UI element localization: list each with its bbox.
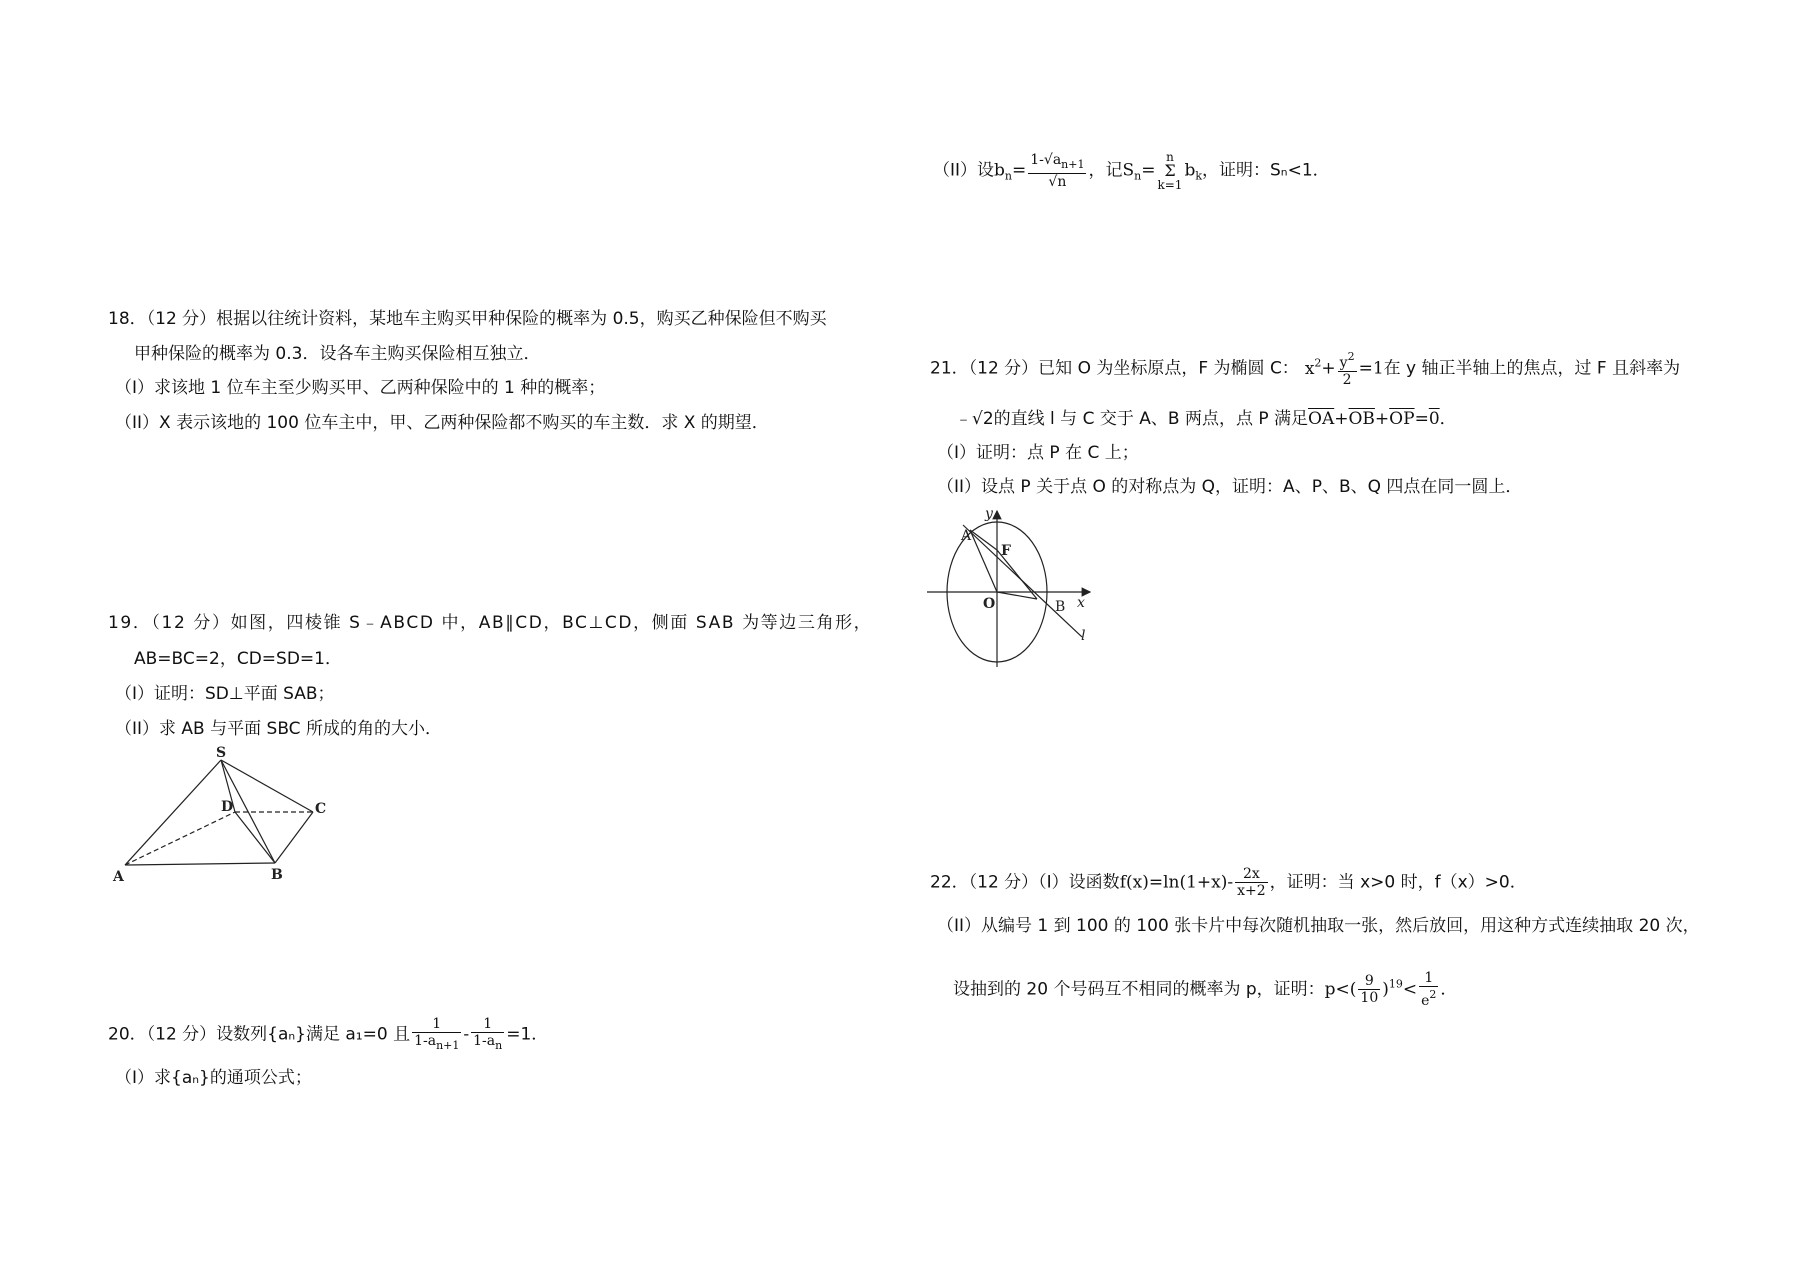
- q17-sum-term-sub: k: [1195, 169, 1203, 183]
- q22-line3: [953, 970, 1457, 1009]
- q22-fraction-9-10: [1358, 973, 1380, 1006]
- q21-line1: [930, 349, 1680, 388]
- q22-suffix: ，证明：当 x>0 时，f（x）>0．: [1269, 872, 1527, 893]
- edge-AB: [125, 863, 275, 865]
- q17-b-lhs-sub: n: [1004, 169, 1013, 183]
- q21-prefix: 21．（12 分）已知 O 为坐标原点，F 为椭圆 C：: [930, 358, 1299, 379]
- label-A: A: [113, 869, 124, 885]
- q20-f2-den-text: 1-a: [473, 1033, 496, 1049]
- q18-line2: 甲种保险的概率为 0.3．设各车主购买保险相互独立．: [134, 344, 541, 364]
- q21-vec-op: $\overline{OP}$: [1389, 409, 1415, 429]
- q17-prefix: （II）设: [933, 160, 995, 181]
- q20-fraction-1: [412, 1016, 461, 1054]
- q21-dot: ．: [1439, 409, 1457, 429]
- q22-pow-sup: 19: [1388, 977, 1403, 991]
- q19-line1: 19．（12 分）如图，四棱锥 S﹣ABCD 中，AB∥CD，BC⊥CD，侧面 SAB 为等边三角形，: [108, 613, 873, 633]
- q20-prefix: 20．（12 分）设数列{aₙ}满足 a₁=0 且: [108, 1024, 411, 1045]
- q17-sum-top: n: [1166, 150, 1174, 164]
- q21-vec-oa: $\overline{OA}$: [1308, 409, 1335, 429]
- q17-s-eq: =: [1141, 160, 1156, 181]
- q22-line3-text: 设抽到的 20 个号码互不相同的概率为 p，证明：: [953, 979, 1325, 1000]
- q20-f1-den-text: 1-a: [414, 1033, 437, 1049]
- q22-line1: [930, 866, 1527, 899]
- q22-e-den-sup: 2: [1429, 988, 1437, 1001]
- q21-vec-0: 0: [1428, 409, 1440, 429]
- edge-SA: [125, 760, 221, 865]
- q20-f2-num: 1: [471, 1016, 504, 1033]
- q21-fraction: [1338, 349, 1357, 388]
- q21-frac-den: 2: [1342, 372, 1352, 388]
- q17-b-fraction: [1028, 152, 1086, 190]
- q18-line3: （I）求该地 1 位车主至少购买甲、乙两种保险中的 1 种的概率；: [115, 378, 606, 398]
- q21-frac-num-sup: 2: [1347, 350, 1355, 363]
- q22-f-num: 9: [1358, 973, 1380, 990]
- label-B: B: [271, 867, 283, 883]
- q21-line3: （I）证明：点 P 在 C 上；: [937, 443, 1139, 463]
- q19-line3: （I）证明：SD⊥平面 SAB；: [115, 684, 335, 704]
- q17-b-numerator: [1028, 152, 1086, 174]
- q17-sum-bottom: k=1: [1157, 178, 1183, 192]
- q21-plus2: +: [1334, 409, 1349, 429]
- q17-sum-term: b: [1184, 160, 1196, 181]
- q22-fraction-e: [1419, 970, 1438, 1009]
- q20-f1-den: [412, 1033, 461, 1054]
- q17-b-denominator: √n: [1048, 174, 1067, 190]
- q20-f2-den-sub: n: [495, 1039, 503, 1052]
- label-O: O: [983, 596, 996, 612]
- q18-line1: 18．（12 分）根据以往统计资料，某地车主购买甲种保险的概率为 0.5，购买乙种保险但不购买: [108, 309, 827, 329]
- label-l: l: [1081, 628, 1086, 644]
- q21-x-sup: 2: [1314, 356, 1322, 370]
- q22-frac-den: x+2: [1237, 883, 1266, 899]
- q17-b-eq: =: [1012, 160, 1027, 181]
- q22-lt: <: [1402, 979, 1418, 1000]
- q22-p-lt: p<(: [1324, 979, 1357, 1000]
- q17-s-lhs-sub: n: [1134, 169, 1142, 183]
- q20-f1-den-sub: n+1: [436, 1039, 460, 1052]
- q17-s-lhs: S: [1122, 160, 1135, 181]
- q22-f-den: 10: [1360, 990, 1379, 1006]
- edge-AD: [125, 812, 235, 865]
- q20-line1: [108, 1016, 548, 1054]
- label-F: F: [1001, 543, 1011, 559]
- q17-b-lhs: b: [994, 160, 1005, 181]
- q22-prefix: 22．（12 分）（I）设函数: [930, 872, 1120, 893]
- q21-line2-text: ﹣√2的直线 l 与 C 交于 A、B 两点，点 P 满足: [955, 409, 1309, 429]
- label-A: A: [961, 528, 972, 544]
- q17-b-num-sub: n+1: [1061, 158, 1085, 171]
- q21-vec-ob: $\overline{OB}$: [1348, 409, 1375, 429]
- label-x: x: [1077, 595, 1085, 611]
- q21-plus3: +: [1374, 409, 1390, 429]
- label-B: B: [1055, 599, 1066, 615]
- q18-line4: （II）X 表示该地的 100 位车主中，甲、乙两种保险都不购买的车主数．求 X 的期望．: [115, 413, 769, 433]
- q22-e-den-text: e: [1421, 993, 1430, 1009]
- q20-f2-den: [471, 1033, 504, 1054]
- label-S: S: [216, 745, 227, 761]
- q20-minus: -: [463, 1024, 470, 1045]
- q22-fraction: [1235, 866, 1268, 899]
- q20-line2: （I）求{aₙ}的通项公式；: [115, 1068, 312, 1088]
- q21-suffix: 在 y 轴正半轴上的焦点，过 F 且斜率为: [1383, 358, 1681, 379]
- label-D: D: [221, 799, 234, 815]
- pyramid-figure: [105, 745, 340, 890]
- q22-line2: （II）从编号 1 到 100 的 100 张卡片中每次随机抽取一张，然后放回，用这种方式连续抽取 20 次，: [937, 916, 1700, 936]
- q21-x: x: [1304, 358, 1315, 379]
- q22-e-num: 1: [1419, 970, 1438, 987]
- q22-e-den: [1419, 987, 1438, 1009]
- q19-line4: （II）求 AB 与平面 SBC 所成的角的大小．: [115, 719, 442, 739]
- q20-fraction-2: [471, 1016, 504, 1054]
- label-y: y: [985, 506, 993, 522]
- q21-line4: （II）设点 P 关于点 O 的对称点为 Q，证明：A、P、B、Q 四点在同一圆上．: [937, 477, 1523, 497]
- q22-end: ．: [1440, 979, 1458, 1000]
- q21-line2: [955, 408, 1457, 430]
- q19-line2: AB=BC=2，CD=SD=1．: [134, 649, 342, 669]
- q22-frac-num: 2x: [1235, 866, 1268, 883]
- q21-frac-num: [1338, 349, 1357, 372]
- q17-end: ，证明：Sₙ<1．: [1202, 160, 1330, 181]
- q20-end: =1．: [506, 1024, 549, 1045]
- ellipse-figure: [925, 505, 1100, 670]
- q21-eq0: =: [1414, 409, 1429, 429]
- q17-sum-symbol: Σ: [1164, 161, 1176, 180]
- q17-part2: [933, 150, 1330, 192]
- edge-DB: [235, 812, 275, 863]
- segment-OB: [997, 592, 1037, 599]
- q22-func: f(x)=ln(1+x)-: [1119, 872, 1234, 893]
- edge-BC: [275, 812, 313, 863]
- q17-mid: ，记: [1088, 160, 1123, 181]
- q22-pow: ): [1382, 979, 1389, 1000]
- q21-frac-num-text: y: [1339, 355, 1348, 371]
- q21-eq1: =1: [1358, 358, 1384, 379]
- q20-f1-num: 1: [412, 1016, 461, 1033]
- label-C: C: [315, 801, 327, 817]
- q17-b-num-text: 1-√a: [1030, 152, 1062, 168]
- q17-summation: [1157, 150, 1182, 192]
- q21-plus: +: [1321, 358, 1336, 379]
